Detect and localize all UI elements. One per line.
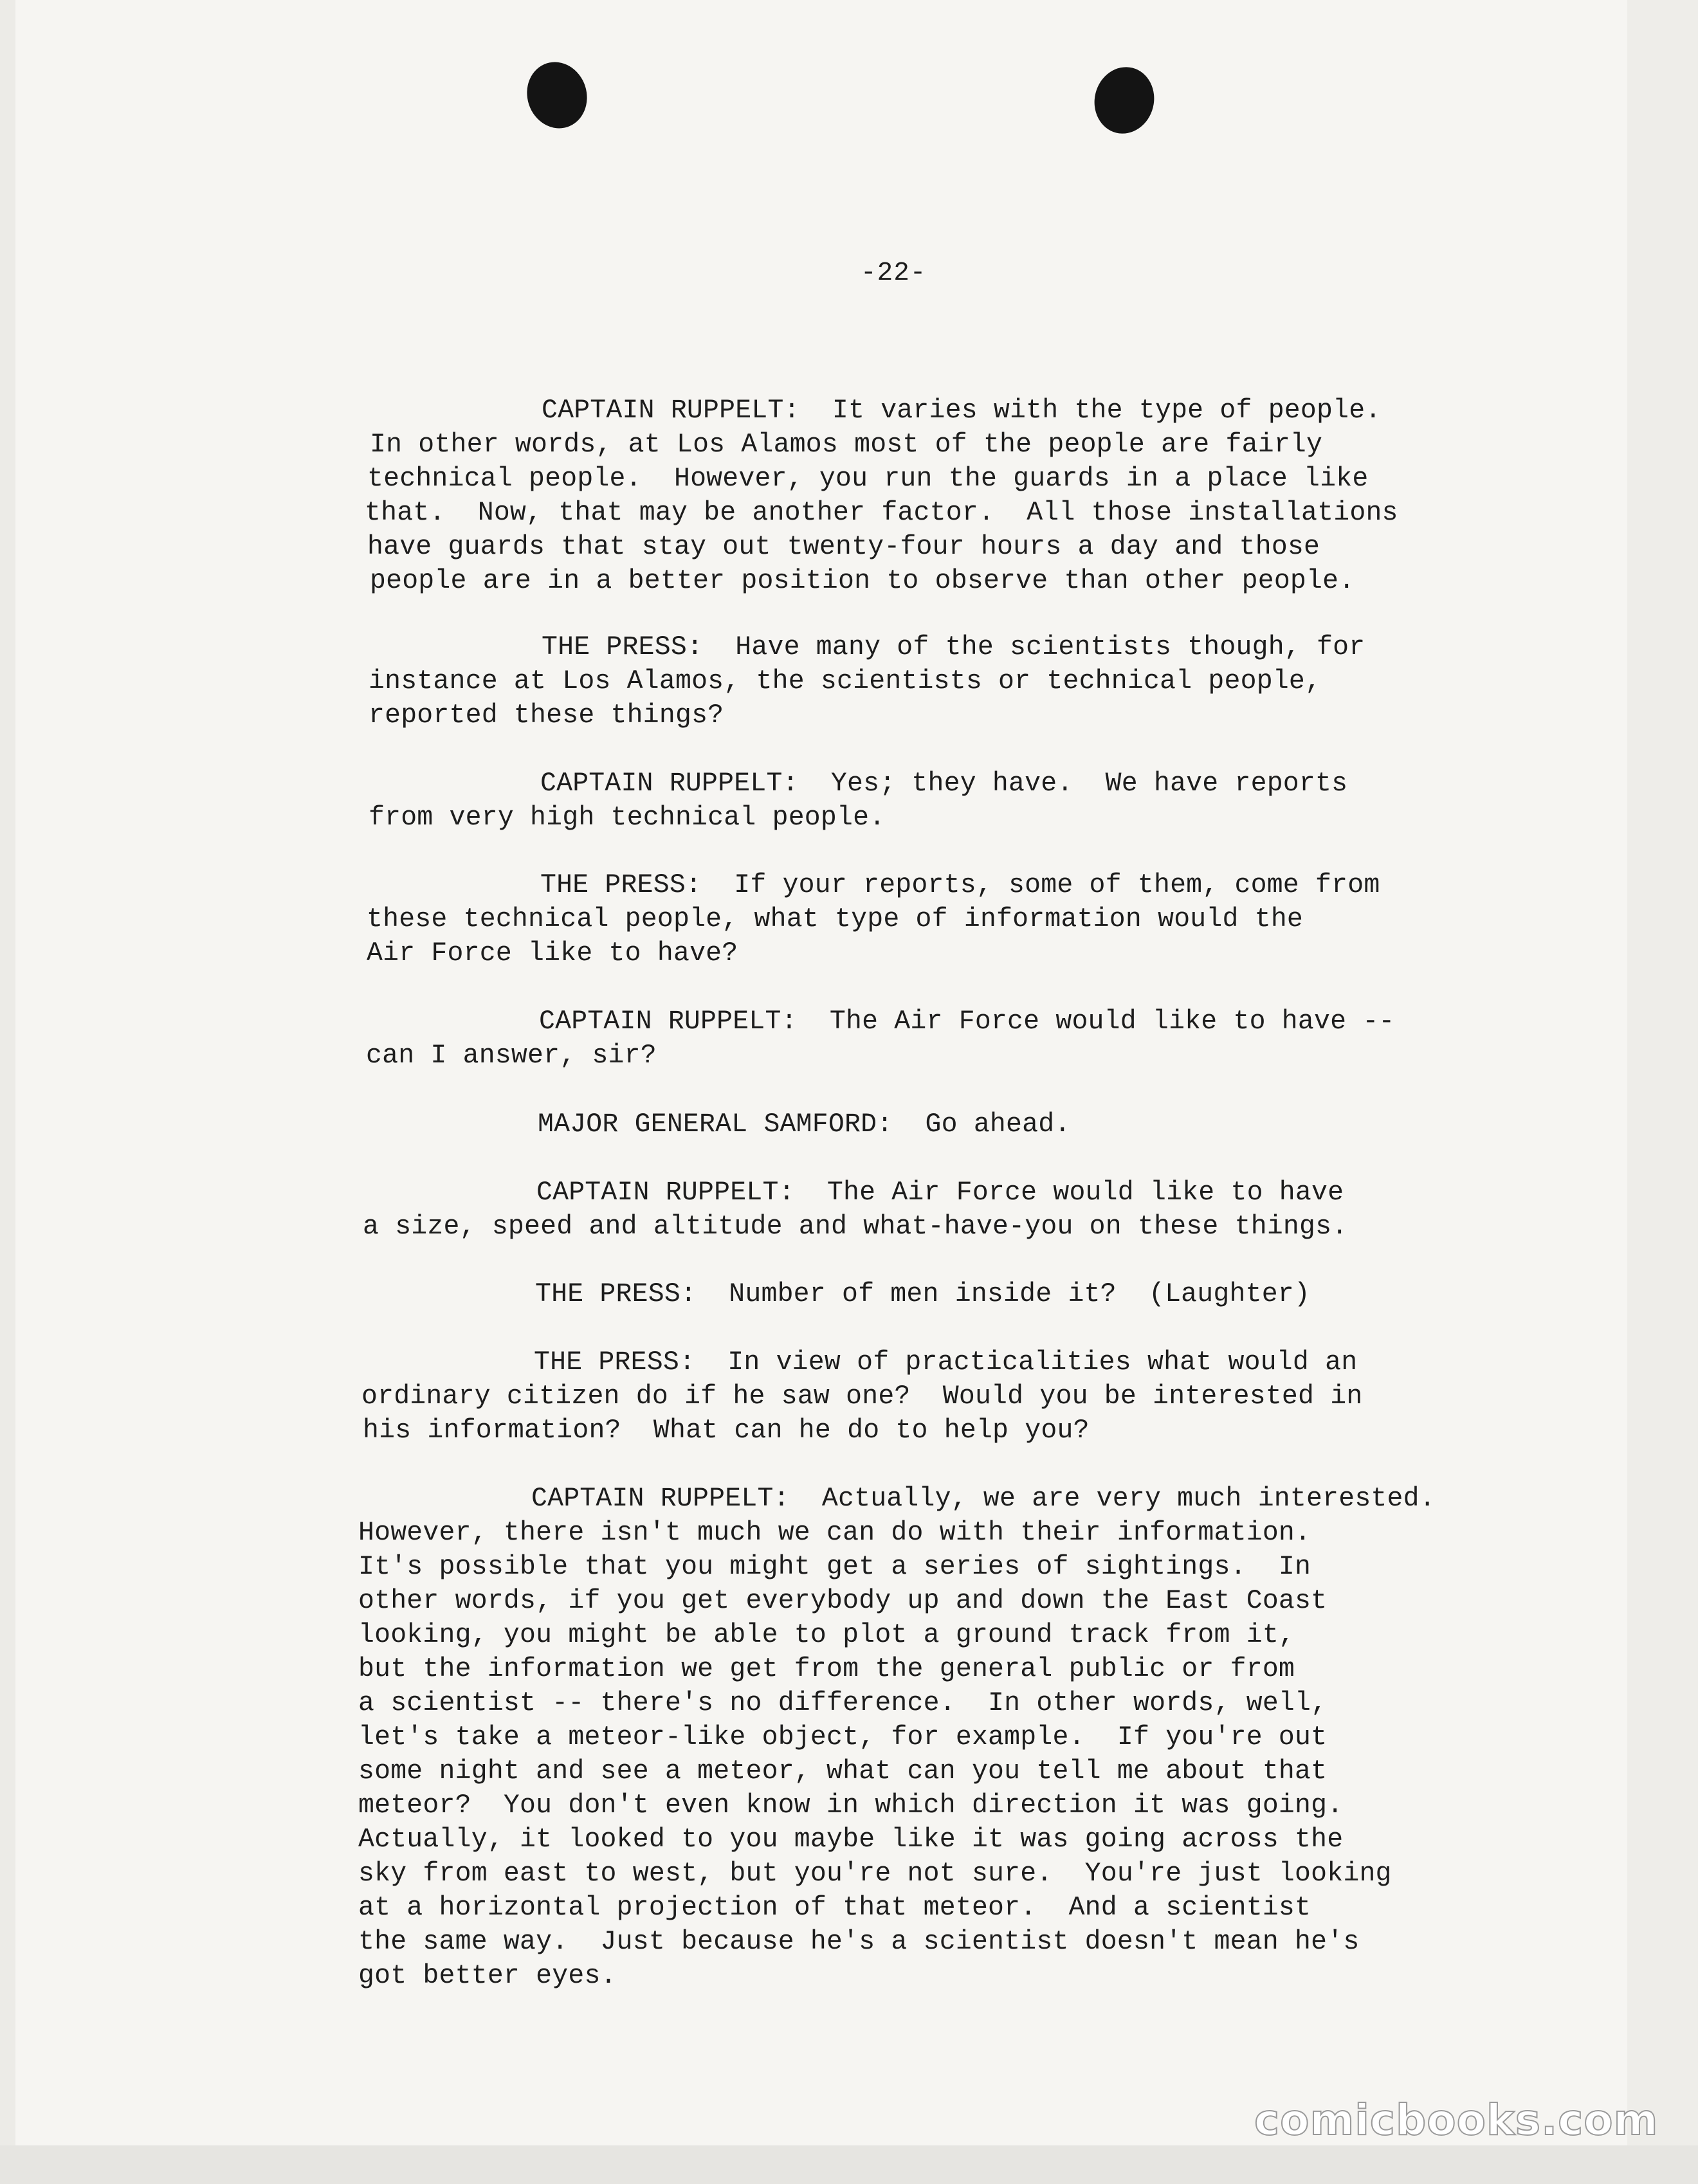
paragraph-line: the same way. Just because he's a scientist doesn't mean he's xyxy=(358,1927,1360,1957)
paragraph-line: In other words, at Los Alamos most of the people are fairly xyxy=(370,430,1323,460)
speech-text: Actually, we are very much interested. xyxy=(821,1484,1436,1514)
speech-text: Yes; they have. We have reports xyxy=(830,769,1348,799)
paragraph-line: his information? What can he do to help you? xyxy=(363,1415,1090,1446)
speaker-name: THE PRESS: xyxy=(534,1347,696,1378)
paragraph-line: a size, speed and altitude and what-have-you on these things. xyxy=(363,1212,1348,1242)
paragraph-line: ordinary citizen do if he saw one? Would you be interested in xyxy=(361,1381,1363,1412)
speaker-name: CAPTAIN RUPPELT: xyxy=(540,769,799,799)
speech-text: The Air Force would like to have xyxy=(826,1178,1344,1208)
page-number: -22- xyxy=(861,259,927,288)
speaker-name: CAPTAIN RUPPELT: xyxy=(531,1484,790,1514)
speech-text: Go ahead. xyxy=(925,1109,1071,1140)
page-edge-bottom xyxy=(0,2145,1698,2184)
page-edge-left xyxy=(0,0,15,2184)
speech-text: If your reports, some of them, come from xyxy=(734,870,1380,900)
speech-text: In view of practicalities what would an xyxy=(727,1347,1358,1378)
paragraph-line: other words, if you get everybody up and down the East Coast xyxy=(358,1586,1328,1616)
paragraph-first-line xyxy=(540,868,1380,902)
punch-hole-right xyxy=(1088,60,1161,140)
paragraph-first-line xyxy=(538,1107,1070,1142)
watermark: comicbooks.com xyxy=(1254,2095,1659,2145)
paragraph-first-line xyxy=(536,1176,1344,1210)
paragraph-line: reported these things? xyxy=(369,700,724,731)
paragraph-first-line xyxy=(534,1345,1357,1379)
paragraph-line: sky from east to west, but you're not sure. You're just looking xyxy=(358,1859,1392,1889)
paragraph-line: these technical people, what type of information would the xyxy=(367,904,1304,934)
speech-text: Have many of the scientists though, for xyxy=(735,632,1365,662)
paragraph-line: However, there isn't much we can do with their information. xyxy=(358,1518,1311,1548)
paragraph-line: got better eyes. xyxy=(358,1961,617,1991)
paragraph-line: people are in a better position to observe than other people. xyxy=(370,566,1355,596)
speech-text: It varies with the type of people. xyxy=(832,396,1382,426)
speaker-name: MAJOR GENERAL SAMFORD: xyxy=(538,1109,893,1140)
page-edge-right xyxy=(1627,0,1698,2184)
paragraph-first-line xyxy=(542,394,1381,428)
paragraph-line: Actually, it looked to you maybe like it was going across the xyxy=(358,1825,1344,1855)
paragraph-line: that. Now, that may be another factor. All those installations xyxy=(365,498,1398,528)
punch-hole-left xyxy=(518,54,596,136)
paragraph-line: from very high technical people. xyxy=(369,803,886,833)
speaker-name: THE PRESS: xyxy=(542,632,704,662)
paragraph-line: It's possible that you might get a series of sightings. In xyxy=(358,1552,1311,1582)
speaker-name: THE PRESS: xyxy=(535,1279,697,1309)
paragraph-first-line xyxy=(542,630,1365,664)
paragraph-line: some night and see a meteor, what can you tell me about that xyxy=(358,1756,1328,1787)
speaker-name: CAPTAIN RUPPELT: xyxy=(542,396,800,426)
speaker-name: THE PRESS: xyxy=(540,870,702,900)
paragraph-first-line xyxy=(535,1277,1310,1311)
paragraph-first-line xyxy=(540,767,1347,801)
paragraph-line: let's take a meteor-like object, for example. If you're out xyxy=(358,1722,1328,1752)
paragraph-first-line xyxy=(531,1482,1436,1516)
speech-text: The Air Force would like to have -- xyxy=(829,1006,1395,1037)
speech-text: Number of men inside it? (Laughter) xyxy=(729,1279,1311,1309)
paragraph-line: can I answer, sir? xyxy=(366,1041,657,1071)
paragraph-line: technical people. However, you run the guards in a place like xyxy=(367,464,1369,494)
paragraph-line: have guards that stay out twenty-four hours a day and those xyxy=(367,532,1320,562)
paragraph-line: Air Force like to have? xyxy=(367,938,738,969)
paragraph-line: but the information we get from the general public or from xyxy=(358,1654,1295,1684)
paragraph-line: meteor? You don't even know in which direction it was going. xyxy=(358,1790,1344,1821)
paragraph-first-line xyxy=(539,1005,1395,1039)
speaker-name: CAPTAIN RUPPELT: xyxy=(539,1006,798,1037)
paragraph-line: looking, you might be able to plot a ground track from it, xyxy=(358,1620,1295,1650)
paragraph-line: a scientist -- there's no difference. In other words, well, xyxy=(358,1688,1328,1718)
paragraph-line: at a horizontal projection of that meteor. And a scientist xyxy=(358,1893,1311,1923)
speaker-name: CAPTAIN RUPPELT: xyxy=(536,1178,795,1208)
paragraph-line: instance at Los Alamos, the scientists or technical people, xyxy=(369,666,1322,696)
